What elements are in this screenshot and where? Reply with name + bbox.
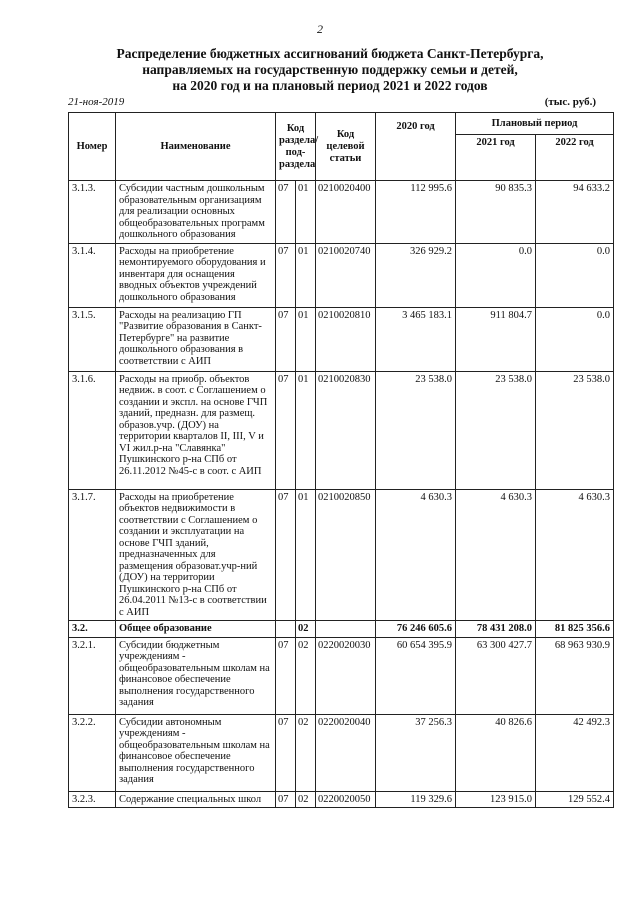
row-value-2021: 23 538.0 [456,371,536,489]
row-number: 3.1.7. [69,489,116,621]
document-title [60,46,600,94]
row-value-2021: 63 300 427.7 [456,637,536,714]
table-row [69,489,614,621]
row-subsection: 01 [296,307,316,371]
row-target-code: 0210020400 [316,181,376,244]
row-name: Расходы на реализацию ГП "Развитие образования в Санкт-Петербурге" на развитие дошкольного образования в соответствии с АИП [116,307,276,371]
row-target-code: 0210020830 [316,371,376,489]
row-subsection: 02 [296,714,316,791]
title-line-2: направляемых на государственную поддержку семьи и детей, [142,62,518,77]
row-value-2020: 37 256.3 [376,714,456,791]
title-line-3: на 2020 год и на плановый период 2021 и 2022 годов [172,78,488,93]
header-2021: 2021 год [456,135,536,181]
row-section: 07 [276,307,296,371]
row-value-2022: 4 630.3 [536,489,614,621]
table-row [69,243,614,307]
row-section: 07 [276,714,296,791]
row-target-code: 0210020810 [316,307,376,371]
row-value-2021: 90 835.3 [456,181,536,244]
row-name: Расходы на приобр. объектов недвиж. в соот. с Соглашением о создании и экспл. на основе ГЧП зданий, предназн. для размещ. образов.учр. (ДОУ) на территории кварталов II, III, V и VI жил.р-на "Славянка" Пушкинского р-на СПб от 26.11.2012 №45-с в соот. с АИП [116,371,276,489]
row-value-2022: 81 825 356.6 [536,621,614,638]
row-number: 3.1.3. [69,181,116,244]
row-subsection: 01 [296,181,316,244]
row-section: 07 [276,791,296,808]
header-name: Наименование [116,113,276,181]
row-name: Расходы на приобретение объектов недвижимости в соответствии с Соглашением о создании и эксплуатации на основе ГЧП зданий, предназначенных для размещения образоват.учр-ний (ДОУ) на территории Пушкинского р-на СПб от 26.04.2011 №13-с в соответствии с АИП [116,489,276,621]
header-planned: Плановый период [456,113,614,135]
row-value-2020: 23 538.0 [376,371,456,489]
row-value-2021: 78 431 208.0 [456,621,536,638]
row-target-code: 0220020040 [316,714,376,791]
budget-table [68,112,614,808]
header-target: Код целевой статьи [316,113,376,181]
row-number: 3.1.5. [69,307,116,371]
table-row [69,621,614,638]
row-name: Содержание специальных школ [116,791,276,808]
row-name: Расходы на приобретение немонтируемого оборудования и инвентаря для оснащения вводных объектов учреждений дошкольного образования [116,243,276,307]
row-value-2021: 911 804.7 [456,307,536,371]
row-value-2022: 0.0 [536,243,614,307]
document-date: 21-ноя-2019 [68,96,125,108]
row-value-2022: 23 538.0 [536,371,614,489]
row-name: Субсидии частным дошкольным образовательным организациям для реализации основных общеобразовательных программ дошкольного образования [116,181,276,244]
row-value-2020: 3 465 183.1 [376,307,456,371]
row-value-2021: 123 915.0 [456,791,536,808]
row-value-2022: 0.0 [536,307,614,371]
row-subsection: 01 [296,489,316,621]
row-name: Субсидии автономным учреждениям - общеобразовательным школам на финансовое обеспечение выполнения государственного задания [116,714,276,791]
row-number: 3.2.1. [69,637,116,714]
row-target-code: 0210020740 [316,243,376,307]
table-row [69,637,614,714]
row-value-2020: 326 929.2 [376,243,456,307]
row-value-2022: 42 492.3 [536,714,614,791]
row-subsection: 02 [296,621,316,638]
row-target-code: 0220020030 [316,637,376,714]
row-section: 07 [276,489,296,621]
row-section [276,621,296,638]
row-value-2022: 129 552.4 [536,791,614,808]
row-section: 07 [276,243,296,307]
row-value-2020: 60 654 395.9 [376,637,456,714]
row-number: 3.2.2. [69,714,116,791]
row-value-2020: 119 329.6 [376,791,456,808]
row-value-2022: 94 633.2 [536,181,614,244]
table-body [69,181,614,808]
row-name: Общее образование [116,621,276,638]
row-target-code: 0220020050 [316,791,376,808]
row-number: 3.1.4. [69,243,116,307]
row-value-2021: 4 630.3 [456,489,536,621]
row-section: 07 [276,181,296,244]
title-line-1: Распределение бюджетных ассигнований бюджета Санкт-Петербурга, [116,46,544,61]
row-section: 07 [276,371,296,489]
row-number: 3.2. [69,621,116,638]
header-section: Код раздела/ под-раздела [276,113,316,181]
table-row [69,714,614,791]
row-number: 3.1.6. [69,371,116,489]
row-value-2020: 4 630.3 [376,489,456,621]
row-target-code [316,621,376,638]
unit-label: (тыс. руб.) [544,96,596,108]
table-row [69,307,614,371]
row-value-2020: 112 995.6 [376,181,456,244]
row-subsection: 01 [296,371,316,489]
header-2022: 2022 год [536,135,614,181]
row-value-2022: 68 963 930.9 [536,637,614,714]
row-value-2021: 40 826.6 [456,714,536,791]
row-target-code: 0210020850 [316,489,376,621]
table-row [69,791,614,808]
row-value-2021: 0.0 [456,243,536,307]
row-name: Субсидии бюджетным учреждениям - общеобразовательным школам на финансовое обеспечение выполнения государственного задания [116,637,276,714]
row-number: 3.2.3. [69,791,116,808]
row-value-2020: 76 246 605.6 [376,621,456,638]
row-subsection: 02 [296,637,316,714]
header-2020: 2020 год [376,113,456,181]
row-subsection: 01 [296,243,316,307]
table-row [69,181,614,244]
page-number: 2 [317,22,323,36]
row-section: 07 [276,637,296,714]
header-number: Номер [69,113,116,181]
table-row [69,371,614,489]
row-subsection: 02 [296,791,316,808]
